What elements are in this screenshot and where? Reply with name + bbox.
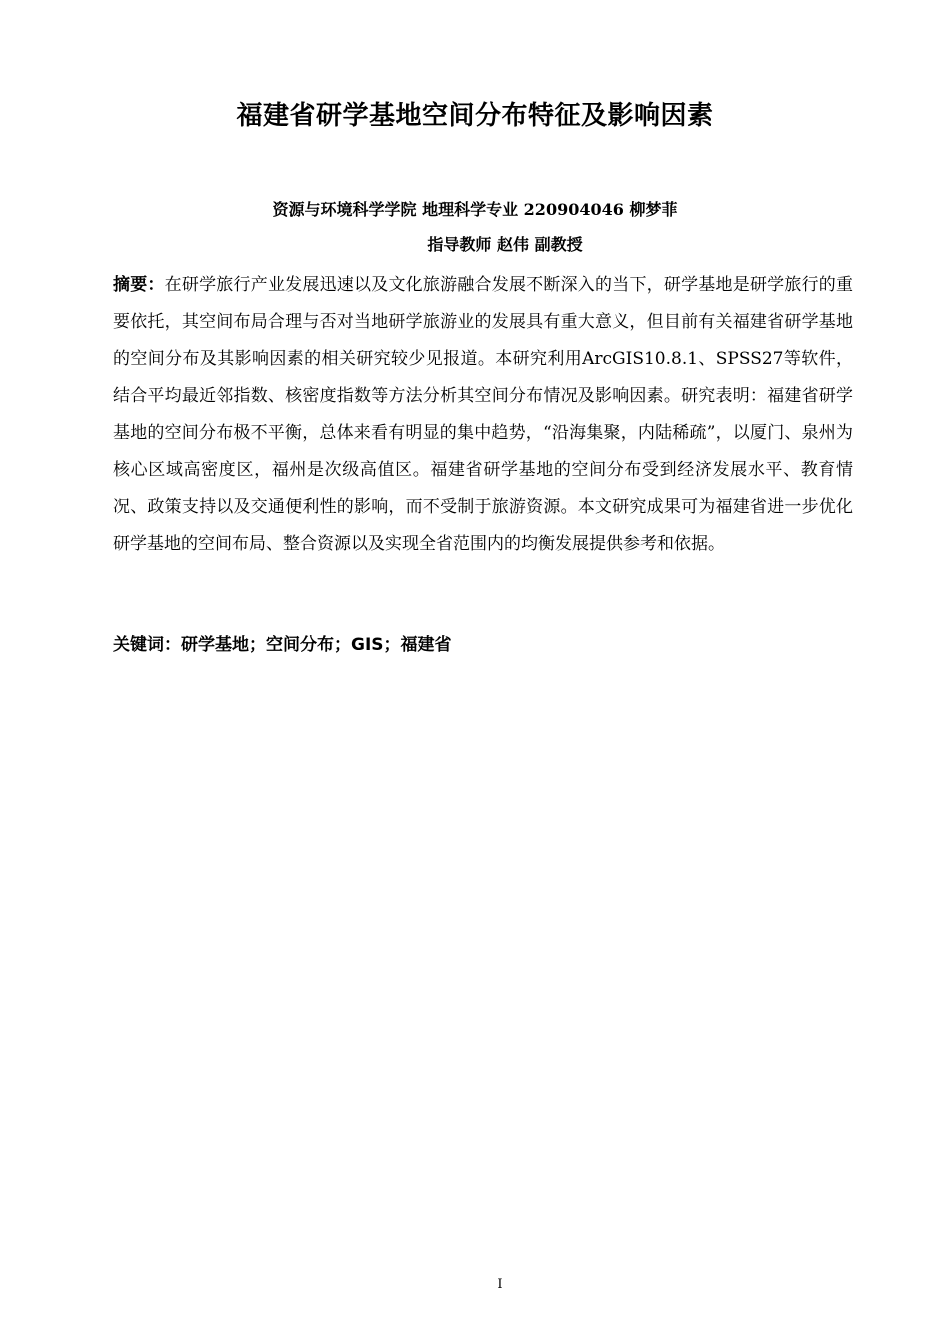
abstract-text: 在研学旅行产业发展迅速以及文化旅游融合发展不断深入的当下，研学基地是研学旅行的重要依托，其空间布局合理与否对当地研学旅游业的发展具有重大意义，但目前有关福建省研学基地的空间分布及其影响因素的相关研究较少见报道。本研究利用ArcGIS10.8.1、SPSS27等软件，结合平均最近邻指数、核密度指数等方法分析其空间分布情况及影响因素。研究表明：福建省研学基地的空间分布极不平衡，总体来看有明显的集中趋势，“沿海集聚，内陆稀疏”，以厦门、泉州为核心区域高密度区，福州是次级高值区。福建省研学基地的空间分布受到经济发展水平、教育情况、政策支持以及交通便利性的影响，而不受制于旅游资源。本文研究成果可为福建省进一步优化研学基地的空间布局、整合资源以及实现全省范围内的均衡发展提供参考和依据。 xyxy=(113,275,854,554)
keywords-label: 关键词： xyxy=(113,635,181,655)
abstract-label: 摘要： xyxy=(113,275,165,295)
abstract-paragraph xyxy=(113,267,853,563)
keywords-text: 研学基地；空间分布；GIS；福建省 xyxy=(181,635,452,655)
author-line: 资源与环境科学学院 地理科学专业 220904046 柳梦菲 xyxy=(272,200,678,219)
advisor-line: 指导教师 赵伟 副教授 xyxy=(427,235,583,254)
document-title: 福建省研学基地空间分布特征及影响因素 xyxy=(236,101,714,131)
keywords-line xyxy=(113,631,853,659)
page-number: I xyxy=(497,1277,503,1292)
